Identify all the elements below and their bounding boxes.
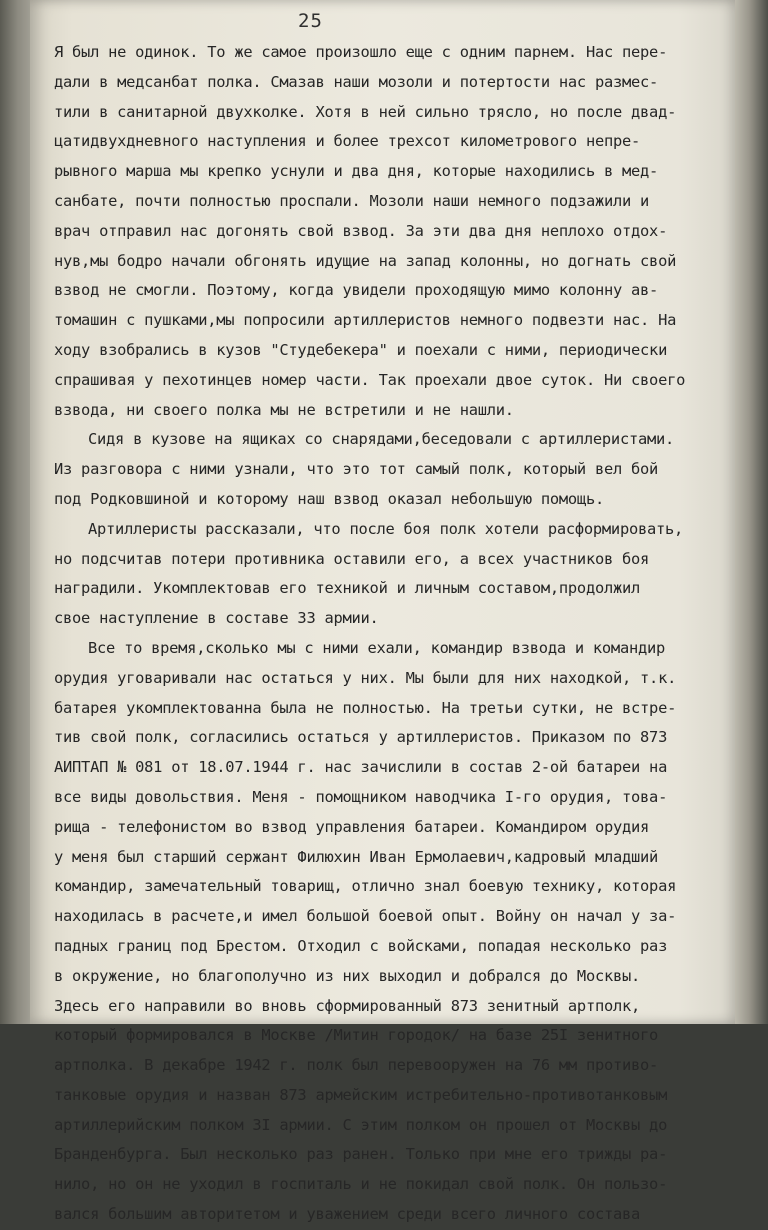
text-line: у меня был старший сержант Филюхин Иван Ермолаевич,кадровый младший	[54, 847, 659, 866]
text-line: артполка. В декабре 1942 г. полк был перевооружен на 76 мм противо-	[54, 1056, 659, 1075]
text-line: нув,мы бодро начали обгонять идущие на запад колонны, но догнать свой	[54, 251, 677, 270]
text-line: под Родковшиной и которому наш взвод оказал небольшую помощь.	[54, 489, 604, 508]
text-line: Артиллеристы рассказали, что после боя полк хотели расформировать,	[88, 519, 684, 538]
text-line: томашин с пушками,мы попросили артиллеристов немного подвезти нас. На	[54, 311, 677, 330]
page-text-block	[54, 38, 730, 1230]
text-line: артиллерийским полком 3I армии. С этим полком он прошел от Москвы до	[54, 1115, 668, 1134]
text-line: Бранденбурга. Был несколько раз ранен. Только при мне его трижды ра-	[54, 1145, 668, 1164]
text-line: командир, замечательный товарищ, отлично знал боевую технику, которая	[54, 877, 677, 896]
text-line: который формировался в Москве /Митин городок/ на базе 25I зенитного	[54, 1026, 659, 1045]
text-line: все виды довольствия. Меня - помощником наводчика I-го орудия, това-	[54, 787, 668, 806]
text-line: АИПТАП № 081 от 18.07.1944 г. нас зачислили в состав 2-ой батареи на	[54, 758, 668, 777]
text-line: свое наступление в составе 33 армии.	[54, 609, 379, 628]
text-line: ходу взобрались в кузов "Студебекера" и поехали с ними, периодически	[54, 340, 668, 359]
text-line: цатидвухдневного наступления и более трехсот километрового непре-	[54, 132, 641, 151]
text-line: батарея укомплектованна была не полностью. На третьи сутки, не встре-	[54, 698, 677, 717]
text-line: танковые орудия и назван 873 армейским истребительно-противотанковым	[54, 1085, 668, 1104]
text-line: Здесь его направили во вновь сформированный 873 зенитный артполк,	[54, 996, 641, 1015]
text-line: взвод не смогли. Поэтому, когда увидели проходящую мимо колонну ав-	[54, 281, 659, 300]
text-line: спрашивая у пехотинцев номер части. Так проехали двое суток. Ни своего	[54, 370, 686, 389]
text-line: вался большим авторитетом и уважением среди всего личного состава	[54, 1205, 641, 1224]
typewritten-page	[30, 0, 735, 1224]
text-line: находилась в расчете,и имел большой боевой опыт. Войну он начал у за-	[54, 907, 677, 926]
text-line: дали в медсанбат полка. Смазав наши мозоли и потертости нас размес-	[54, 72, 659, 91]
text-line: в окружение, но благополучно из них выходил и добрался до Москвы.	[54, 966, 641, 985]
book-edge-right	[730, 0, 768, 1024]
text-line: наградили. Укомплектовав его техникой и личным составом,продолжил	[54, 579, 641, 598]
text-line: тили в санитарной двухколке. Хотя в ней сильно трясло, но после двад-	[54, 102, 677, 121]
page-number: 25	[298, 10, 323, 32]
text-line: Все то время,сколько мы с ними ехали, командир взвода и командир	[88, 638, 666, 657]
text-line: падных границ под Брестом. Отходил с войсками, попадая несколько раз	[54, 936, 668, 955]
text-line: рища - телефонистом во взвод управления батареи. Командиром орудия	[54, 817, 650, 836]
text-line: санбате, почти полностью проспали. Мозоли наши немного подзажили и	[54, 191, 650, 210]
text-line: рывного марша мы крепко уснули и два дня, которые находились в мед-	[54, 162, 659, 181]
text-line: орудия уговаривали нас остаться у них. Мы были для них находкой, т.к.	[54, 668, 677, 687]
text-line: врач отправил нас догонять свой взвод. За эти два дня неплохо отдох-	[54, 221, 668, 240]
text-line: взвода, ни своего полка мы не встретили и не нашли.	[54, 400, 514, 419]
text-line: тив свой полк, согласились остаться у артиллеристов. Приказом по 873	[54, 728, 668, 747]
text-line: но подсчитав потери противника оставили его, а всех участников боя	[54, 549, 650, 568]
text-line: Из разговора с ними узнали, что это тот самый полк, который вел бой	[54, 460, 659, 479]
text-line: Сидя в кузове на ящиках со снарядами,беседовали с артиллеристами.	[88, 430, 675, 449]
text-line: нило, но он не уходил в госпиталь и не покидал свой полк. Он пользо-	[54, 1175, 668, 1194]
text-line: Я был не одинок. То же самое произошло еще с одним парнем. Нас пере-	[54, 43, 668, 61]
